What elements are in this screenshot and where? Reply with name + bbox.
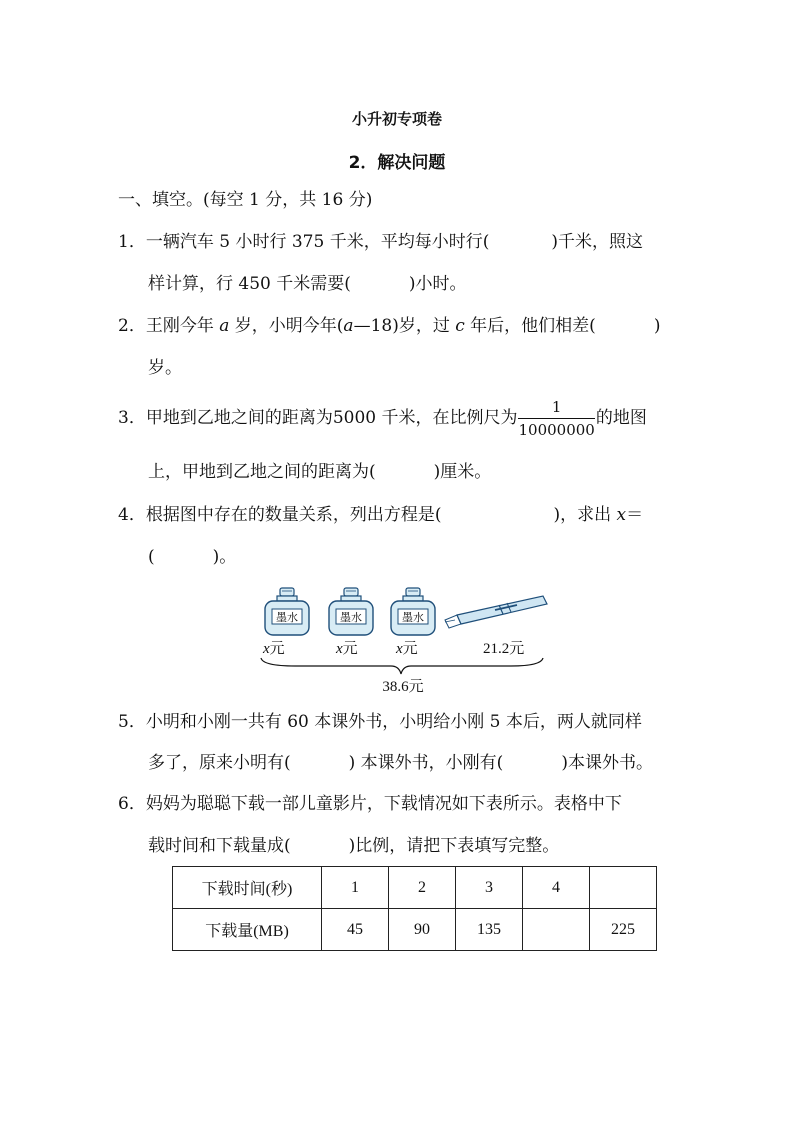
question-5-line-1: 5．小明和小刚一共有 60 本课外书，小明给小刚 5 本后，两人就同样 bbox=[118, 712, 642, 732]
ink-bottle-icon bbox=[391, 588, 435, 635]
exam-series-title: 小升初专项卷 bbox=[351, 110, 442, 128]
svg-text:墨水: 墨水 bbox=[402, 612, 424, 624]
question-1-line-2: 样计算，行 450 千米需要( )小时。 bbox=[148, 274, 467, 294]
table-cell: 90 bbox=[389, 909, 456, 951]
table-cell: 4 bbox=[523, 867, 590, 909]
ink-bottle-icon bbox=[265, 588, 309, 635]
question-2-line-1: 2．王刚今年 a 岁，小明今年(a—18)岁，过 c 年后，他们相差( ) bbox=[118, 316, 661, 336]
row-header-amount: 下载量(MB) bbox=[173, 909, 322, 951]
question-6-line-2: 载时间和下载量成( )比例，请把下表填写完整。 bbox=[148, 836, 560, 856]
total-brace bbox=[261, 658, 543, 674]
table-cell: 45 bbox=[322, 909, 389, 951]
row-header-time: 下载时间(秒) bbox=[173, 867, 322, 909]
table-row bbox=[173, 867, 657, 909]
scale-fraction: $\frac{1}{10000000}$ bbox=[518, 398, 595, 439]
pen-price-label: 21.2元 bbox=[483, 641, 525, 657]
table-cell: 135 bbox=[456, 909, 523, 951]
ink-and-pen-figure bbox=[255, 584, 555, 696]
svg-text:墨水: 墨水 bbox=[276, 612, 298, 624]
question-2-line-2: 岁。 bbox=[148, 358, 182, 378]
question-3-line-1: 3．甲地到乙地之间的距离为5000 千米，在比例尺为 $\frac{1}{10000000}$ 的地图 bbox=[118, 398, 647, 439]
svg-text:墨水: 墨水 bbox=[340, 612, 362, 624]
table-row bbox=[173, 909, 657, 951]
question-1-line-1: 1．一辆汽车 5 小时行 375 千米，平均每小时行( )千米，照这 bbox=[118, 232, 643, 252]
answer-cell[interactable] bbox=[590, 867, 657, 909]
question-4-line-2: ( )。 bbox=[148, 547, 237, 567]
table-cell: 225 bbox=[590, 909, 657, 951]
table-cell: 3 bbox=[456, 867, 523, 909]
answer-cell[interactable] bbox=[523, 909, 590, 951]
table-cell: 2 bbox=[389, 867, 456, 909]
question-5-line-2: 多了，原来小明有( ) 本课外书，小刚有( )本课外书。 bbox=[148, 753, 653, 773]
question-3-line-2: 上，甲地到乙地之间的距离为( )厘米。 bbox=[148, 462, 492, 482]
question-6-line-1: 6．妈妈为聪聪下载一部儿童影片，下载情况如下表所示。表格中下 bbox=[118, 794, 622, 814]
section-title: 2．解决问题 bbox=[348, 153, 446, 173]
table-cell: 1 bbox=[322, 867, 389, 909]
total-price-label: 38.6元 bbox=[382, 679, 424, 695]
bottle-price-label: x元 bbox=[263, 641, 285, 657]
bottle-price-label: x元 bbox=[396, 641, 418, 657]
fountain-pen-icon bbox=[445, 596, 547, 628]
ink-bottle-icon bbox=[329, 588, 373, 635]
section-heading: 一、填空。(每空 1 分，共 16 分) bbox=[118, 190, 373, 210]
download-table bbox=[172, 866, 657, 951]
bottle-price-label: x元 bbox=[336, 641, 358, 657]
question-4-line-1: 4．根据图中存在的数量关系，列出方程是( )，求出 x＝ bbox=[118, 505, 644, 525]
